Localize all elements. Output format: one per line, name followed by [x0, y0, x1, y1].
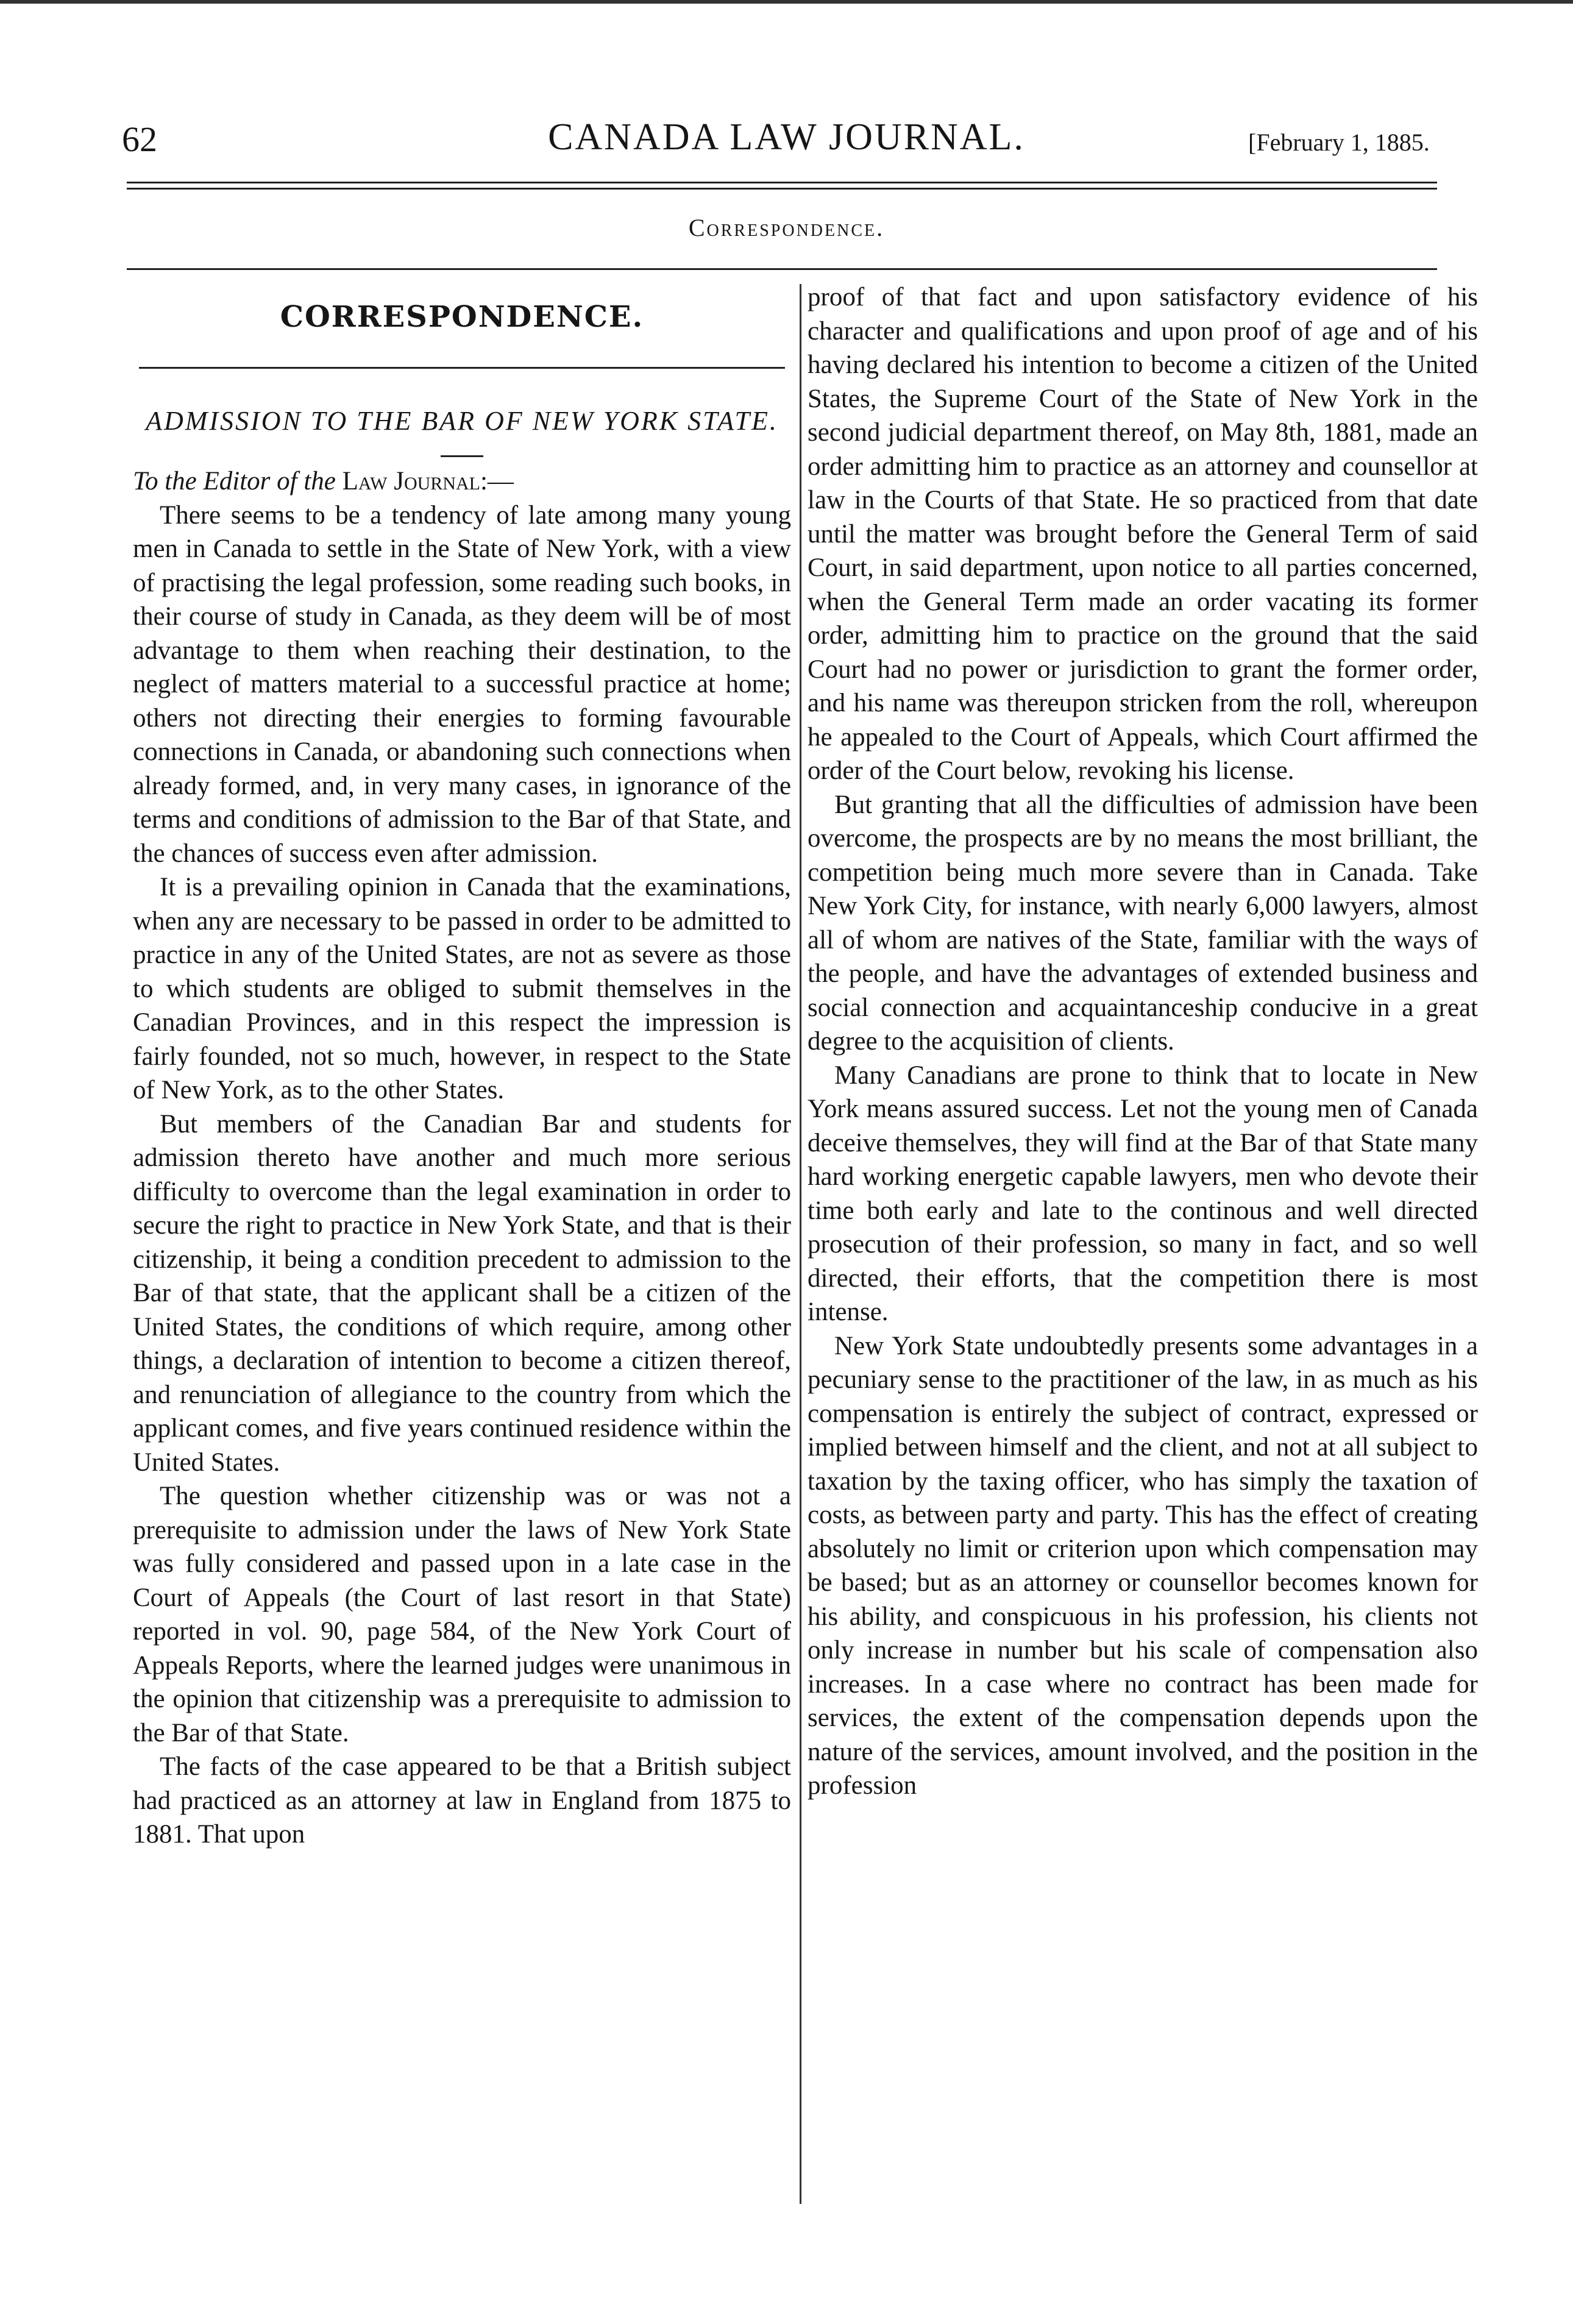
top-edge-rule [0, 0, 1573, 4]
paragraph: The question whether citizenship was or was not a prerequisite to admission under the laws of New York State was fully considered and passed upon in a late case in the Court of Appeals (the Court of last resort in that State) reported in vol. 90, page 584, of the New York Court of Appeals Reports, where the learned judges were unanimous in the opinion that citizenship was a prerequisite to admission to the Bar of that State. [133, 1482, 791, 1747]
right-column [808, 280, 1478, 1803]
page-number: 62 [122, 119, 157, 159]
header-rule-bottom [127, 188, 1437, 190]
left-column [133, 280, 791, 1852]
column-divider [800, 284, 801, 2204]
paragraph: New York State undoubtedly presents some advantages in a pecuniary sense to the practitioner of the law, in as much as his compensation is entirely the subject of contract, expressed or implied between himself and the client, and not at all subject to taxation by the taxing officer, who has simply the taxation of costs, as between party and party. This has the effect of creating absolutely no limit or criterion upon which compensation may be based; but as an attorney or counsellor becomes known for his ability, and conspicuous in his profession, his clients not only increase in number but his scale of compensation also increases. In a case where no contract has been made for services, the extent of the compensation depends upon the nature of the services, amount involved, and the position in the profession [808, 1331, 1478, 1800]
paragraph: But granting that all the difficulties of admission have been overcome, the prospects are by no means the most brilliant, the competition being much more severe than in Canada. Take New York City, for instance, with nearly 6,000 lawyers, almost all of whom are natives of the State, familiar with the ways of the people, and have the advantages of extended business and social connection and acquaintanceship conducive in a great degree to the acquisition of clients. [808, 790, 1478, 1056]
article-title: ADMISSION TO THE BAR OF NEW YORK STATE. [146, 406, 778, 436]
paragraph: But members of the Canadian Bar and students for admission thereto have another and much more serious difficulty to overcome than the legal examination in order to secure the right to practice in New York State, and that is their citizenship, it being a condition precedent to admission to the Bar of that state, that the applicant shall be a citizen of the United States, the conditions of which require, among other things, a declaration of intention to become a citizen thereof, and renunciation of allegiance to the country from which the applicant comes, and five years continued residence within the United States. [133, 1109, 791, 1477]
running-section-heading: Correspondence. [688, 214, 885, 241]
journal-title: CANADA LAW JOURNAL. [548, 116, 1025, 158]
issue-date: [February 1, 1885. [1248, 129, 1430, 156]
paragraph: It is a prevailing opinion in Canada that the examinations, when any are necessary to be passed in order to be admitted to practice in any of the United States, are not as severe as those to which students are obliged to submit themselves in the Canadian Provinces, and in this respect the impression is fairly founded, not so much, however, in respect to the State of New York, as to the other States. [133, 873, 791, 1104]
salutation-journal: Law Journal [342, 467, 480, 496]
heading-rule [139, 367, 785, 369]
paragraph: The facts of the case appeared to be that a British subject had practiced as an attorney at law in England from 1875 to 1881. That upon [133, 1752, 791, 1849]
header-rule-top [127, 182, 1437, 183]
paragraph: proof of that fact and upon satisfactory evidence of his character and qualifications and upon proof of age and of his having declared his intention to become a citizen of the United States, the Supreme Court of the State of New York in the second judicial department thereof, on May 8th, 1881, made an order admitting him to practice as an attorney and counsellor at law in the Courts of that State. He so practiced from that date until the matter was brought before the General Term of said Court, in said department, upon notice to all parties concerned, when the General Term made an order vacating its former order, admitting him to practice on the ground that the said Court had no power or jurisdiction to grant the former order, and his name was thereupon stricken from the roll, whereupon he appealed to the Court of Appeals, which Court affirmed the order of the Court below, revoking his license. [808, 283, 1478, 785]
paragraph: Many Canadians are prone to think that to locate in New York means assured success. Let not the young men of Canada deceive themselves, they will find at the Bar of that State many hard working energetic capable lawyers, men who devote their time both early and late to the continous and well directed prosecution of their profession, so many in fact, and so well directed, their efforts, that the competition there is most intense. [808, 1061, 1478, 1326]
column-heading: CORRESPONDENCE. [280, 300, 644, 334]
title-short-rule [441, 455, 483, 457]
salutation-suffix: :— [480, 467, 514, 496]
paragraph: There seems to be a tendency of late among many young men in Canada to settle in the State of New York, with a view of practising the legal profession, some reading such books, in their course of study in Canada, as they deem will be of most advantage to them when reaching their destination, to the neglect of matters material to a successful practice at home; others not directing their energies to forming favourable connections in Canada, or abandoning such connections when already formed, and, in very many cases, in ignorance of the terms and conditions of admission to the Bar of that State, and the chances of success even after admission. [133, 500, 791, 868]
salutation [133, 464, 791, 499]
salutation-prefix: To the Editor of the [133, 467, 343, 496]
section-rule [127, 268, 1437, 270]
